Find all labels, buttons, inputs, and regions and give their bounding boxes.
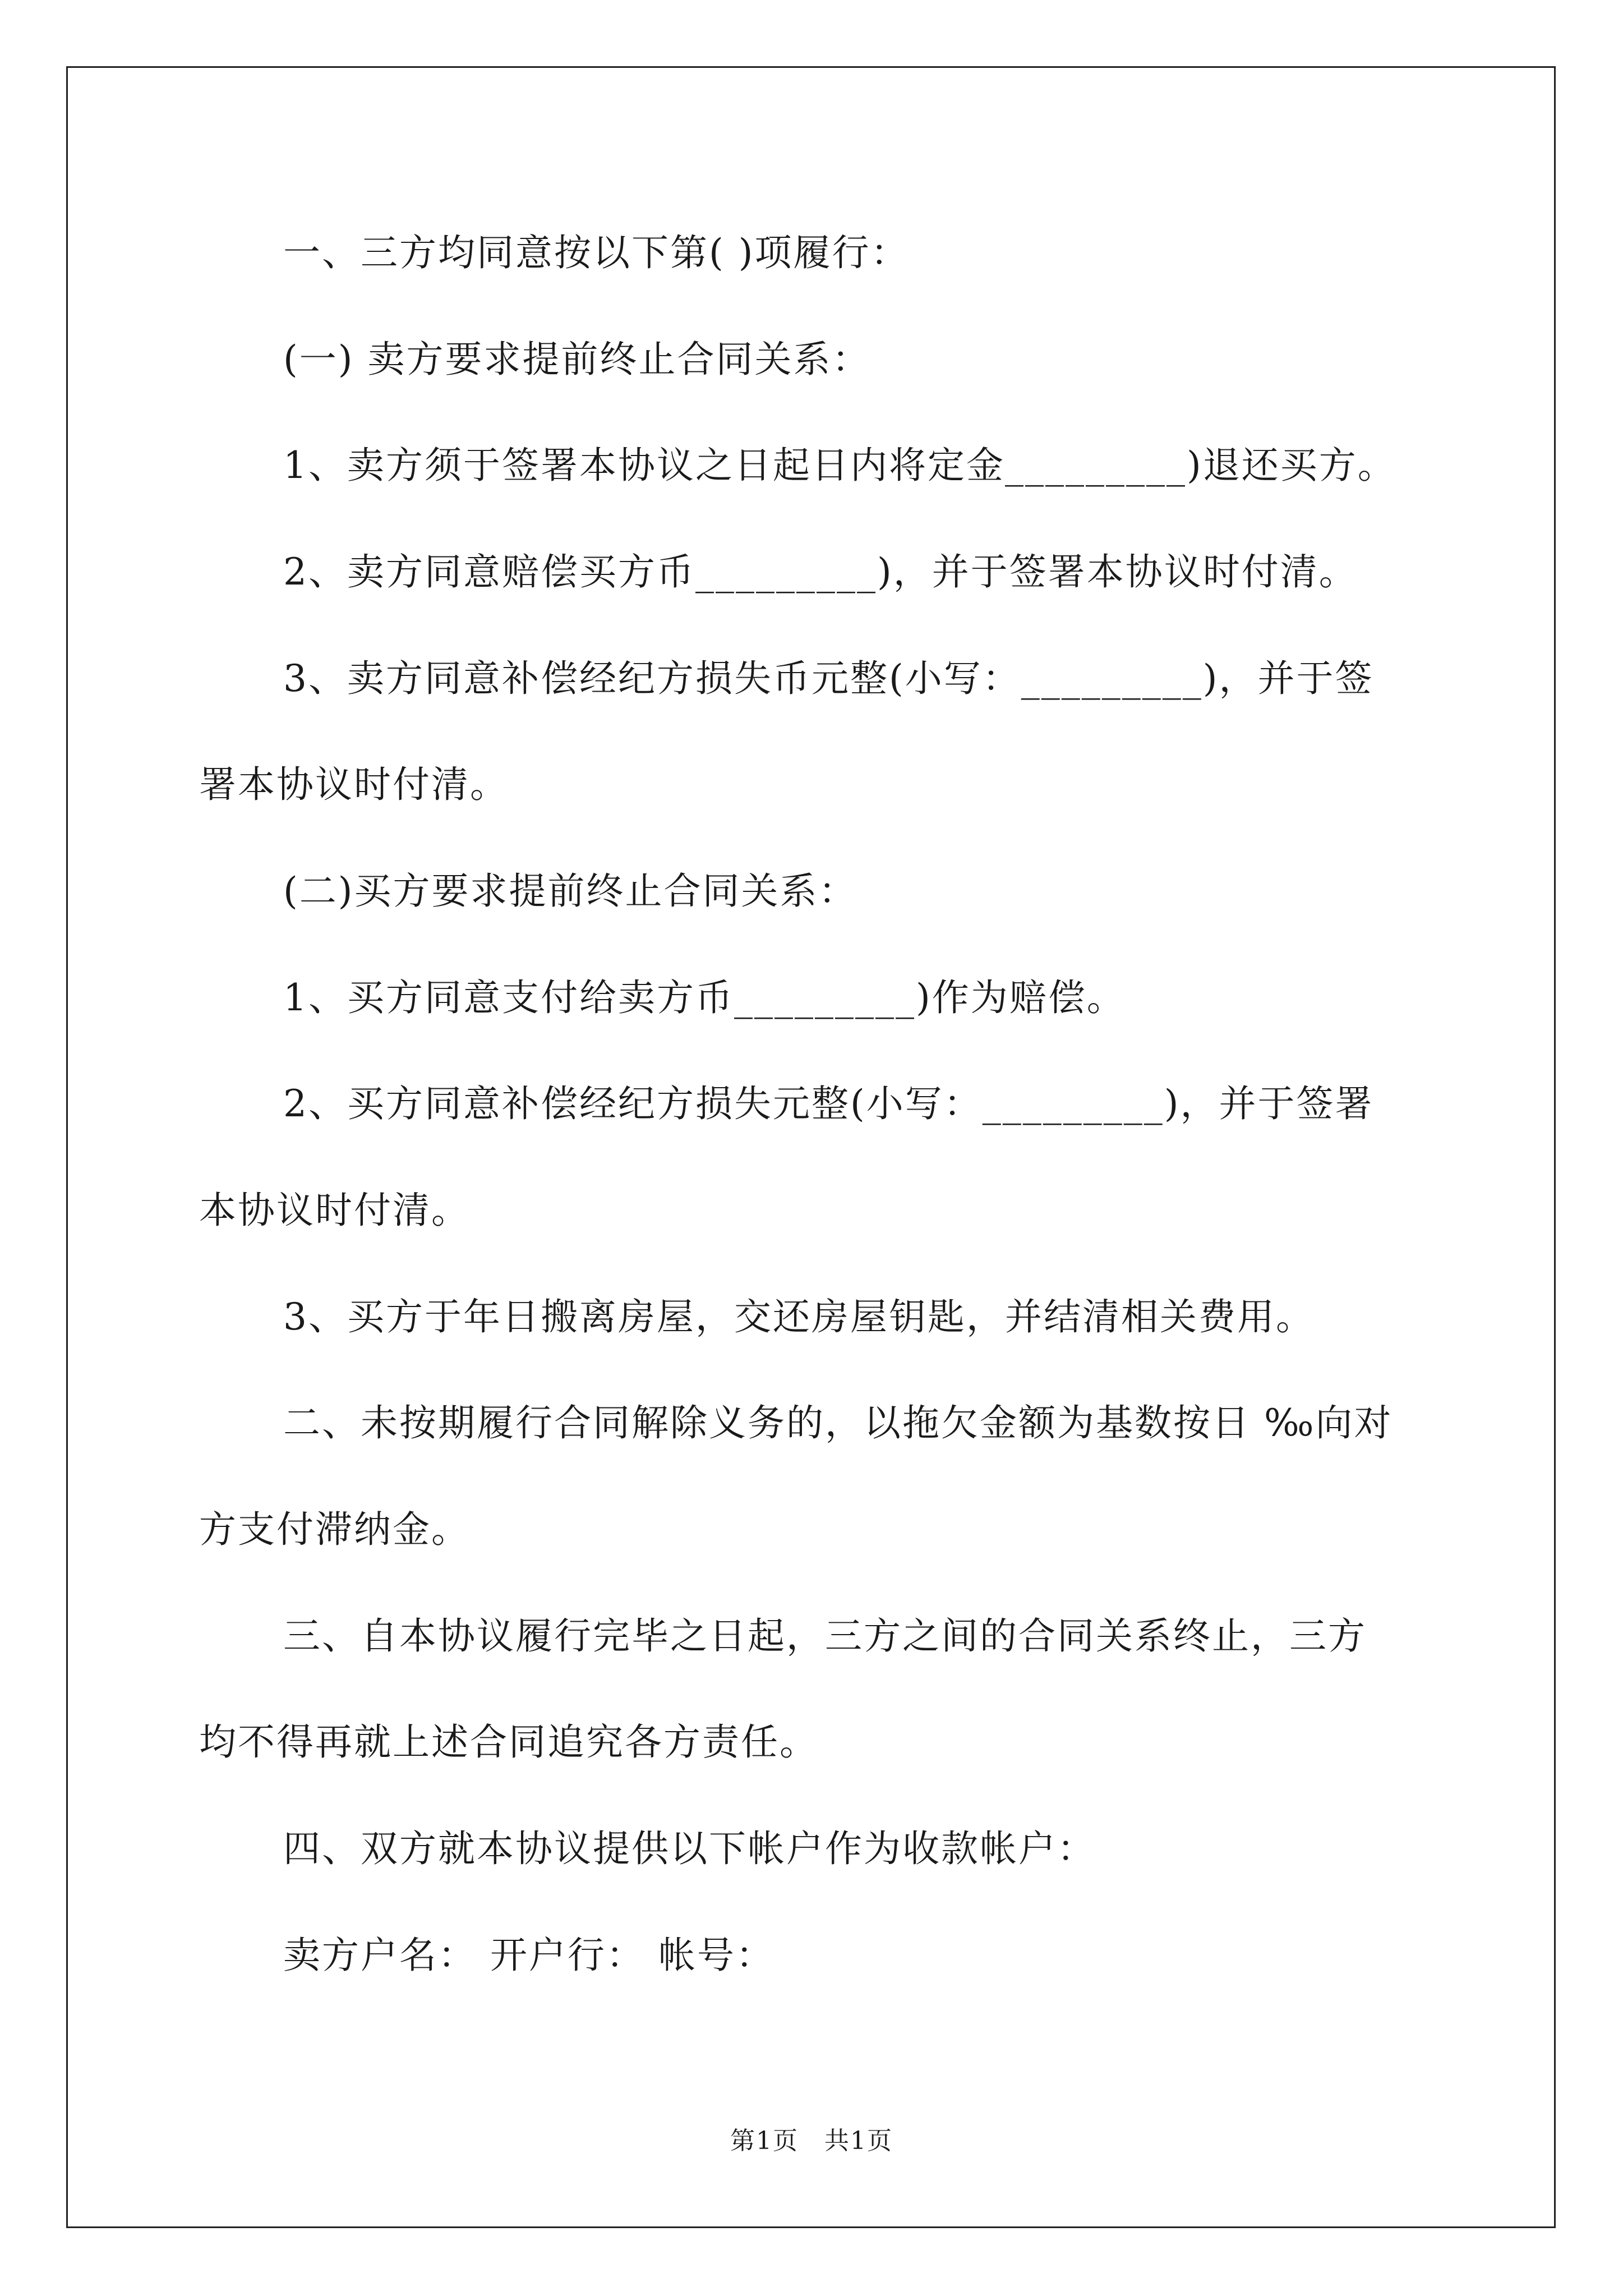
clause-1-option-2-item-2: 2、买方同意补偿经纪方损失元整(小写：_________)，并于签署 (283, 1082, 1374, 1125)
clause-1-option-1-item-1: 1、卖方须于签署本协议之日起日内将定金_________)退还买方。 (283, 444, 1396, 487)
clause-1-option-1-item-2: 2、卖方同意赔偿买方币_________)，并于签署本协议时付清。 (283, 550, 1358, 593)
clause-1-option-2-item-1: 1、买方同意支付给卖方币_________)作为赔偿。 (283, 976, 1126, 1019)
clause-3: 三、自本协议履行完毕之日起，三方之间的合同关系终止，三方 (283, 1614, 1367, 1658)
clause-1-option-1-item-3-cont: 署本协议时付清。 (199, 763, 509, 806)
clause-1-option-1-heading: (一) 卖方要求提前终止合同关系： (283, 338, 871, 381)
clause-2: 二、未按期履行合同解除义务的，以拖欠金额为基数按日 ‰向对 (283, 1401, 1393, 1444)
clause-4: 四、双方就本协议提供以下帐户作为收款帐户： (283, 1827, 1096, 1870)
clause-1-heading: 一、三方均同意按以下第( )项履行： (283, 231, 910, 274)
clause-1-option-1-item-3: 3、卖方同意补偿经纪方损失币元整(小写：_________)，并于签 (283, 657, 1374, 700)
clause-3-cont: 均不得再就上述合同追究各方责任。 (199, 1720, 818, 1764)
clause-1-option-2-heading: (二)买方要求提前终止合同关系： (283, 869, 857, 913)
seller-account-line: 卖方户名： 开户行： 帐号： (283, 1934, 774, 1977)
page-border (66, 66, 1556, 2228)
page-number-footer: 第1页 共1页 (730, 2127, 893, 2155)
clause-1-option-2-item-2-cont: 本协议时付清。 (199, 1189, 470, 1232)
clause-2-cont: 方支付滞纳金。 (199, 1508, 470, 1551)
clause-1-option-2-item-3: 3、买方于年日搬离房屋，交还房屋钥匙，并结清相关费用。 (283, 1295, 1315, 1338)
